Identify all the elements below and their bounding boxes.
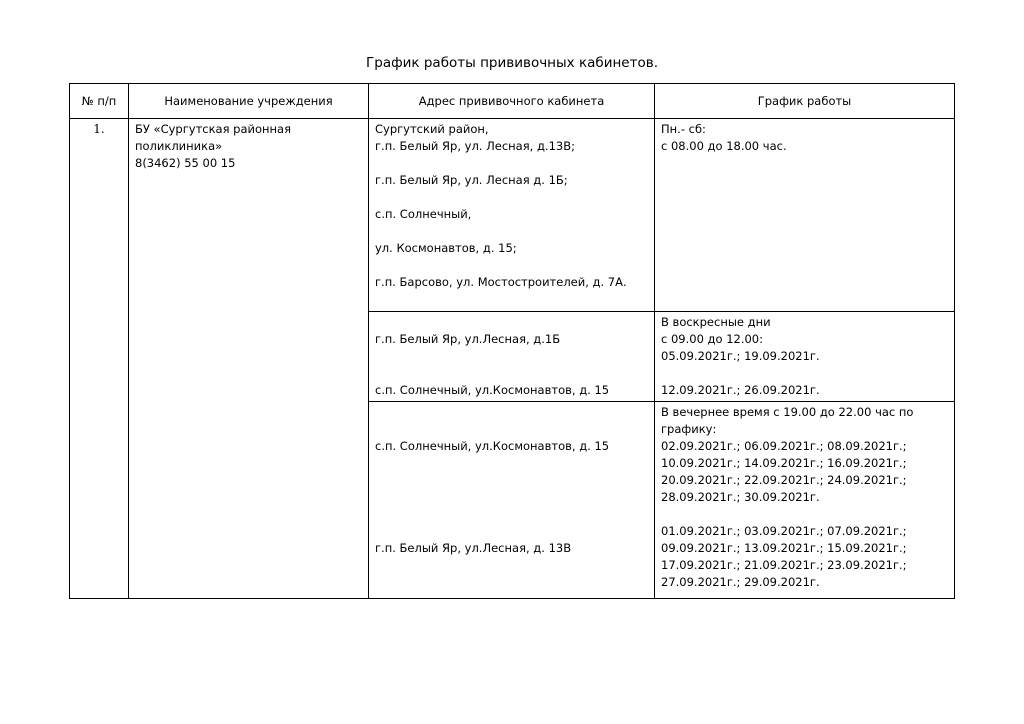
schedule-line: 10.09.2021г.; 14.09.2021г.; 16.09.2021г.;	[661, 456, 907, 470]
document-title: График работы прививочных кабинетов.	[366, 55, 658, 71]
schedule-line: 20.09.2021г.; 22.09.2021г.; 24.09.2021г.;	[661, 473, 907, 487]
address-line: г.п. Барсово, ул. Мостостроителей, д. 7А.	[375, 275, 627, 289]
institution-name: БУ «Сургутская районная поликлиника»	[135, 122, 292, 153]
vaccination-schedule-table	[69, 83, 955, 599]
schedule-line: В воскресные дни	[661, 315, 771, 329]
schedule-line: 12.09.2021г.; 26.09.2021г.	[661, 383, 820, 397]
schedule-cell	[655, 119, 955, 312]
schedule-line: с 09.00 до 12.00:	[661, 332, 763, 346]
address-line: г.п. Белый Яр, ул.Лесная, д. 13В	[375, 541, 572, 555]
schedule-line: 05.09.2021г.; 19.09.2021г.	[661, 349, 820, 363]
schedule-line: Пн.- сб:	[661, 122, 706, 136]
address-line: г.п. Белый Яр, ул. Лесная д. 1Б;	[375, 173, 568, 187]
address-cell	[369, 119, 655, 312]
header-institution: Наименование учреждения	[129, 84, 369, 119]
schedule-line: 09.09.2021г.; 13.09.2021г.; 15.09.2021г.;	[661, 541, 907, 555]
address-line: с.п. Солнечный, ул.Космонавтов, д. 15	[375, 439, 610, 453]
address-line: Сургутский район,	[375, 122, 489, 136]
header-num: № п/п	[70, 84, 129, 119]
address-line: ул. Космонавтов, д. 15;	[375, 241, 517, 255]
schedule-line: 02.09.2021г.; 06.09.2021г.; 08.09.2021г.;	[661, 439, 907, 453]
table-row	[70, 119, 955, 312]
schedule-line: 27.09.2021г.; 29.09.2021г.	[661, 575, 820, 589]
address-line: с.п. Солнечный, ул.Космонавтов, д. 15	[375, 383, 610, 397]
schedule-line: 17.09.2021г.; 21.09.2021г.; 23.09.2021г.;	[661, 558, 907, 572]
schedule-cell	[655, 312, 955, 402]
header-schedule: График работы	[655, 84, 955, 119]
schedule-intro: В вечернее время с 19.00 до 22.00 час по графику:	[661, 405, 914, 436]
header-address: Адрес прививочного кабинета	[369, 84, 655, 119]
table-header-row	[70, 84, 955, 119]
institution-cell	[129, 119, 369, 599]
schedule-cell	[655, 402, 955, 599]
address-line: с.п. Солнечный,	[375, 207, 472, 221]
address-line: г.п. Белый Яр, ул.Лесная, д.1Б	[375, 332, 561, 346]
institution-phone: 8(3462) 55 00 15	[135, 156, 236, 170]
address-line: г.п. Белый Яр, ул. Лесная, д.13В;	[375, 139, 575, 153]
address-cell	[369, 402, 655, 599]
schedule-line: с 08.00 до 18.00 час.	[661, 139, 787, 153]
schedule-line: 01.09.2021г.; 03.09.2021г.; 07.09.2021г.;	[661, 524, 907, 538]
address-cell	[369, 312, 655, 402]
schedule-line: 28.09.2021г.; 30.09.2021г.	[661, 490, 820, 504]
row-number: 1.	[70, 119, 129, 599]
